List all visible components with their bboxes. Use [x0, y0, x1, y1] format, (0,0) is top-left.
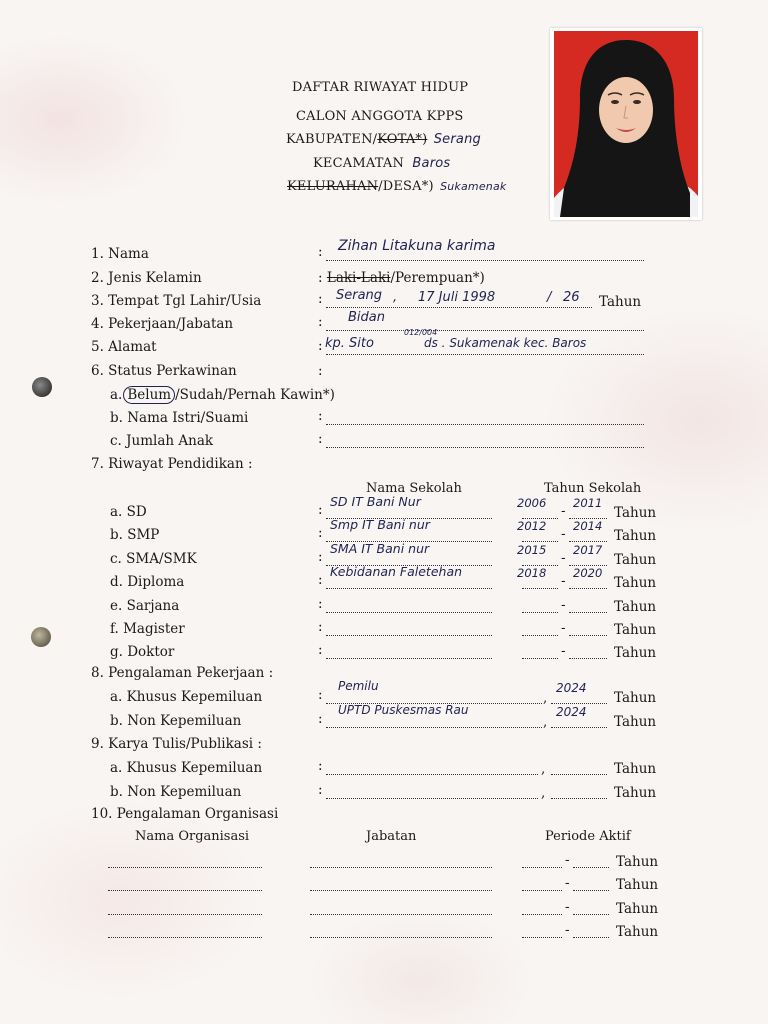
- organisasi-label: 10. Pengalaman Organisasi: [91, 806, 279, 822]
- pendidikan-year-to: 2020: [573, 566, 603, 581]
- ttl-date: 17 Juli 1998: [418, 290, 496, 305]
- pendidikan-year-unit: Tahun: [614, 528, 657, 545]
- organisasi-name-line: [108, 914, 262, 915]
- pengalaman-value-line: [326, 727, 542, 728]
- pengalaman-year-unit: Tahun: [614, 713, 657, 730]
- pendidikan-row-colon: :: [318, 619, 323, 635]
- pekerjaan-value: Bidan: [348, 310, 385, 325]
- organisasi-period-dash: -: [565, 852, 570, 868]
- alamat-colon: :: [318, 338, 323, 354]
- pengalaman-year-unit: Tahun: [614, 690, 657, 706]
- pendidikan-school-line: [326, 658, 492, 659]
- pendidikan-school-value: SMA IT Bani nur: [330, 540, 430, 556]
- jenis-kelamin-label: 2. Jenis Kelamin: [91, 270, 202, 286]
- nama-colon: :: [318, 244, 323, 260]
- karya-comma: ,: [541, 761, 546, 777]
- pendidikan-year-from: 2015: [517, 542, 547, 557]
- pengalaman-comma: ,: [543, 713, 548, 730]
- organisasi-from-line: [522, 867, 562, 868]
- jenis-kelamin-value: [318, 270, 485, 286]
- status-colon: :: [318, 363, 323, 379]
- organisasi-period-unit: Tahun: [616, 923, 659, 940]
- pendidikan-row-label: e. Sarjana: [110, 597, 180, 614]
- alamat-label: 5. Alamat: [91, 339, 157, 355]
- ttl-sep-comma: ,: [393, 290, 398, 305]
- pendidikan-year-to: 2017: [573, 542, 603, 557]
- karya-year-line: [551, 774, 607, 775]
- organisasi-period-dash: -: [565, 875, 570, 892]
- pengalaman-row-label: b. Non Kepemiluan: [110, 712, 242, 729]
- pendidikan-row-label: d. Diploma: [110, 574, 185, 591]
- alamat-rtrw: 012/004: [404, 328, 438, 337]
- ttl-colon: :: [318, 291, 323, 307]
- header-kelurahan-struck: KELURAHAN: [287, 179, 379, 194]
- jumlah-anak-line: [326, 447, 644, 448]
- karya-row-label: a. Khusus Kepemiluan: [110, 760, 263, 776]
- pendidikan-school-value: Kebidanan Faletehan: [330, 564, 463, 580]
- pengalaman-row-label: a. Khusus Kepemiluan: [110, 689, 263, 705]
- pendidikan-row-colon: :: [318, 502, 323, 518]
- pasangan-label: b. Nama Istri/Suami: [110, 410, 249, 426]
- karya-row-colon: :: [318, 781, 323, 798]
- pendidikan-year-unit: Tahun: [614, 598, 657, 615]
- header-kabupaten-label: KABUPATEN/: [286, 132, 378, 147]
- organisasi-role-line: [310, 914, 492, 915]
- pendidikan-to-line: [569, 588, 607, 589]
- alamat-kampung: kp. Sito: [325, 336, 374, 351]
- organisasi-col-period: Periode Aktif: [545, 829, 631, 844]
- pendidikan-to-line: [569, 612, 607, 613]
- nama-line: [326, 260, 644, 261]
- organisasi-period-unit: Tahun: [616, 854, 659, 870]
- pendidikan-year-to: 2014: [573, 519, 603, 534]
- pengalaman-year-line: [551, 727, 607, 728]
- pekerjaan-label: 4. Pekerjaan/Jabatan: [91, 316, 234, 332]
- pendidikan-year-unit: Tahun: [614, 551, 657, 568]
- pengalaman-value: Pemilu: [338, 679, 379, 693]
- header-kota-struck: KOTA*): [377, 132, 428, 147]
- jenis-kelamin-struck: Laki-Laki: [326, 270, 391, 286]
- ttl-label: 3. Tempat Tgl Lahir/Usia: [91, 293, 262, 309]
- pendidikan-year-unit: Tahun: [614, 645, 657, 662]
- pengalaman-comma: ,: [543, 690, 548, 706]
- pendidikan-row-label: c. SMA/SMK: [110, 550, 197, 567]
- pendidikan-row-label: b. SMP: [110, 527, 160, 544]
- pendidikan-from-line: [522, 612, 558, 613]
- pendidikan-year-to: 2011: [573, 496, 603, 510]
- pendidikan-year-dash: -: [561, 526, 566, 543]
- pengalaman-row-colon: :: [318, 687, 323, 703]
- organisasi-to-line: [573, 937, 609, 938]
- ttl-age: 26: [563, 290, 580, 305]
- pendidikan-school-line: [326, 612, 492, 613]
- pendidikan-school-line: [326, 588, 492, 589]
- pendidikan-row-label: g. Doktor: [110, 644, 175, 661]
- organisasi-col-role: Jabatan: [366, 829, 417, 844]
- nama-value: Zihan Litakuna karima: [338, 238, 496, 254]
- pendidikan-to-line: [569, 635, 607, 636]
- status-option-a: [110, 387, 335, 403]
- header-desa-label: /DESA*): [378, 179, 434, 194]
- pendidikan-row-colon: :: [318, 525, 323, 542]
- pengalaman-row-colon: :: [318, 710, 323, 727]
- organisasi-role-line: [310, 937, 492, 938]
- karya-year-unit: Tahun: [614, 784, 657, 801]
- jenis-kelamin-perempuan: /Perempuan*): [390, 270, 485, 286]
- pendidikan-label: 7. Riwayat Pendidikan :: [91, 456, 253, 472]
- ttl-place: Serang: [336, 288, 383, 303]
- pendidikan-row-label: f. Magister: [110, 621, 185, 637]
- header-desa: [287, 179, 507, 194]
- pendidikan-year-from: 2006: [517, 496, 547, 510]
- pengalaman-year: 2024: [556, 681, 587, 695]
- organisasi-col-name: Nama Organisasi: [135, 829, 250, 844]
- pendidikan-row-colon: :: [318, 572, 323, 589]
- organisasi-name-line: [108, 867, 262, 868]
- organisasi-from-line: [522, 937, 562, 938]
- pekerjaan-colon: :: [318, 314, 323, 330]
- status-label: 6. Status Perkawinan: [91, 363, 237, 379]
- organisasi-period-dash: -: [565, 898, 570, 915]
- organisasi-period-dash: -: [565, 921, 570, 938]
- pendidikan-school-value: SD IT Bani Nur: [330, 494, 421, 509]
- header-kabupaten-value: Serang: [433, 132, 481, 147]
- pendidikan-year-dash: -: [561, 503, 566, 519]
- organisasi-to-line: [573, 890, 609, 891]
- pendidikan-school-line: [326, 635, 492, 636]
- pendidikan-year-from: 2012: [517, 519, 547, 534]
- karya-year-unit: Tahun: [614, 761, 657, 777]
- ttl-line: [326, 307, 592, 308]
- pendidikan-from-line: [522, 588, 558, 589]
- organisasi-from-line: [522, 914, 562, 915]
- header-kecamatan-value: Baros: [412, 156, 451, 171]
- pendidikan-year-unit: Tahun: [614, 505, 657, 521]
- jenis-kelamin-colon: :: [318, 270, 323, 286]
- organisasi-role-line: [310, 867, 492, 868]
- pendidikan-year-unit: Tahun: [614, 575, 657, 592]
- pasangan-line: [326, 424, 644, 425]
- alamat-desa-kecamatan: ds . Sukamenak kec. Baros: [424, 336, 587, 350]
- status-belum-circled: Belum: [123, 386, 175, 404]
- pasangan-colon: :: [318, 408, 323, 424]
- karya-row-colon: :: [318, 758, 323, 774]
- jumlah-anak-colon: :: [318, 431, 323, 447]
- karya-comma: ,: [541, 784, 546, 801]
- pendidikan-year-from: 2018: [517, 566, 547, 581]
- pendidikan-year-unit: Tahun: [614, 622, 657, 638]
- pendidikan-from-line: [522, 658, 558, 659]
- ttl-unit: Tahun: [599, 294, 642, 310]
- pekerjaan-line: [326, 330, 644, 331]
- punch-hole: [32, 377, 52, 397]
- pendidikan-year-dash: -: [561, 596, 566, 613]
- karya-year-line: [551, 798, 607, 799]
- status-option-a-prefix: a.: [110, 387, 123, 403]
- header-desa-value: Sukamenak: [440, 180, 507, 193]
- organisasi-from-line: [522, 890, 562, 891]
- pendidikan-year-dash: -: [561, 573, 566, 590]
- pengalaman-year: 2024: [556, 704, 587, 719]
- alamat-line: [326, 354, 644, 355]
- organisasi-name-line: [108, 937, 262, 938]
- pendidikan-col-school: Nama Sekolah: [366, 481, 462, 496]
- nama-label: 1. Nama: [91, 246, 149, 262]
- header-kabupaten: [286, 132, 481, 147]
- pendidikan-row-colon: :: [318, 642, 323, 659]
- header-kecamatan: [313, 156, 450, 171]
- organisasi-period-unit: Tahun: [616, 900, 659, 917]
- pendidikan-school-value: Smp IT Bani nur: [330, 517, 430, 533]
- organisasi-period-unit: Tahun: [616, 877, 659, 894]
- pendidikan-row-colon: :: [318, 548, 323, 565]
- header-kecamatan-label: KECAMATAN: [313, 156, 405, 171]
- pendidikan-year-dash: -: [561, 643, 566, 660]
- pendidikan-year-dash: -: [561, 549, 566, 566]
- organisasi-to-line: [573, 867, 609, 868]
- punch-hole: [31, 627, 51, 647]
- karya-row-label: b. Non Kepemiluan: [110, 783, 242, 800]
- organisasi-name-line: [108, 890, 262, 891]
- pendidikan-row-label: a. SD: [110, 504, 147, 520]
- pengalaman-value: UPTD Puskesmas Rau: [338, 702, 469, 717]
- header-subtitle: CALON ANGGOTA KPPS: [296, 109, 464, 124]
- pendidikan-from-line: [522, 635, 558, 636]
- pendidikan-row-colon: :: [318, 595, 323, 612]
- organisasi-role-line: [310, 890, 492, 891]
- karya-value-line: [326, 798, 538, 799]
- organisasi-to-line: [573, 914, 609, 915]
- jumlah-anak-label: c. Jumlah Anak: [110, 433, 214, 449]
- pendidikan-year-dash: -: [561, 620, 566, 636]
- status-option-a-rest: /Sudah/Pernah Kawin*): [175, 387, 335, 403]
- pengalaman-label: 8. Pengalaman Pekerjaan :: [91, 665, 274, 681]
- karya-value-line: [326, 774, 538, 775]
- header-title: DAFTAR RIWAYAT HIDUP: [292, 80, 469, 95]
- pendidikan-to-line: [569, 658, 607, 659]
- ttl-sep-slash: /: [547, 290, 552, 305]
- pendidikan-col-year: Tahun Sekolah: [544, 481, 642, 496]
- karya-label: 9. Karya Tulis/Publikasi :: [91, 736, 262, 752]
- applicant-photo: [550, 28, 702, 220]
